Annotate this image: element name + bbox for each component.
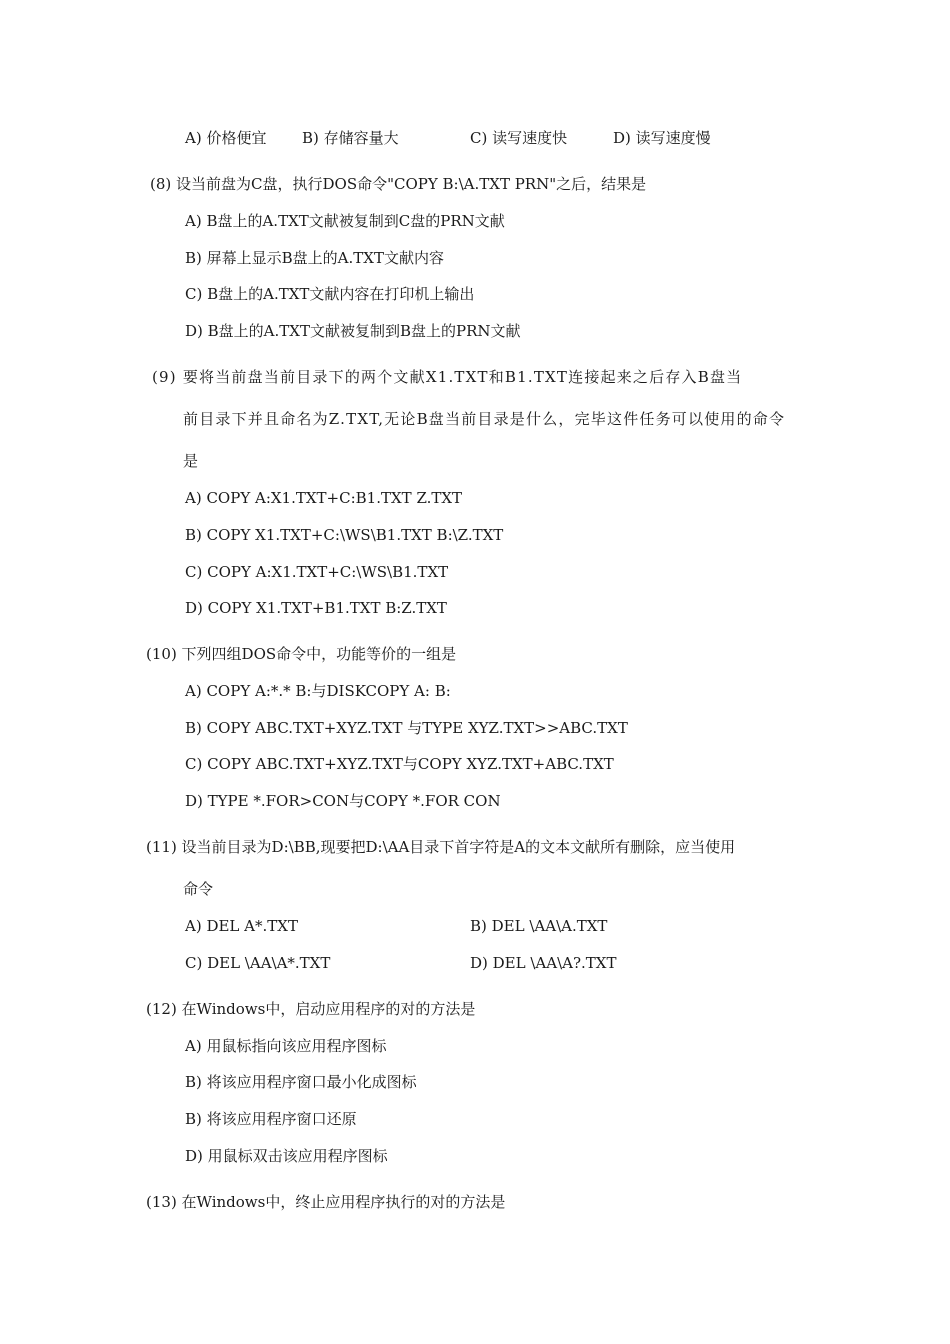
q11-stem-line-1: (11) 设当前目录为D:\BB,现要把D:\AA目录下首字符是A的文本文献所有删除，应当使用 [146, 838, 736, 856]
q11-stem-line-2: 命令 [183, 880, 214, 898]
q11-option-a: A) DEL A*.TXT [185, 917, 298, 935]
q8-option-c: C) B盘上的A.TXT文献内容在打印机上输出 [185, 285, 475, 303]
q8-stem: (8) 设当前盘为C盘，执行DOS命令"COPY B:\A.TXT PRN"之后，结果是 [150, 175, 647, 193]
q10-option-b: B) COPY ABC.TXT+XYZ.TXT 与TYPE XYZ.TXT>>ABC.TXT [185, 719, 628, 737]
q11-option-c: C) DEL \AA\A*.TXT [185, 954, 331, 972]
q9-stem-line-3: 是 [183, 452, 199, 470]
q9-option-c: C) COPY A:X1.TXT+C:\WS\B1.TXT [185, 563, 449, 581]
q9-option-b: B) COPY X1.TXT+C:\WS\B1.TXT B:\Z.TXT [185, 526, 504, 544]
q10-option-a: A) COPY A:*.* B:与DISKCOPY A: B: [185, 682, 451, 700]
q12-option-b: B) 将该应用程序窗口最小化成图标 [185, 1073, 417, 1091]
q9-stem-line-2: 前目录下并且命名为Z.TXT,无论B盘当前目录是什么，完毕这件任务可以使用的命令 [183, 410, 786, 428]
q7-option-b: B) 存储容量大 [302, 129, 399, 147]
q10-option-c: C) COPY ABC.TXT+XYZ.TXT与COPY XYZ.TXT+ABC.TXT [185, 755, 614, 773]
q7-option-d: D) 读写速度慢 [613, 129, 711, 147]
q8-option-d: D) B盘上的A.TXT文献被复制到B盘上的PRN文献 [185, 322, 521, 340]
q8-option-b: B) 屏幕上显示B盘上的A.TXT文献内容 [185, 249, 444, 267]
q12-option-c: B) 将该应用程序窗口还原 [185, 1110, 357, 1128]
q10-option-d: D) TYPE *.FOR>CON与COPY *.FOR CON [185, 792, 501, 810]
q12-option-a: A) 用鼠标指向该应用程序图标 [185, 1037, 387, 1055]
q13-stem: (13) 在Windows中，终止应用程序执行的对的方法是 [146, 1193, 506, 1211]
q10-stem: (10) 下列四组DOS命令中，功能等价的一组是 [146, 645, 457, 663]
q11-option-b: B) DEL \AA\A.TXT [470, 917, 608, 935]
q9-option-a: A) COPY A:X1.TXT+C:B1.TXT Z.TXT [185, 489, 463, 507]
q9-stem-line-1: (9) 要将当前盘当前目录下的两个文献X1.TXT和B1.TXT连接起来之后存入B盘当 [152, 368, 743, 386]
q12-option-d: D) 用鼠标双击该应用程序图标 [185, 1147, 388, 1165]
q8-option-a: A) B盘上的A.TXT文献被复制到C盘的PRN文献 [185, 212, 505, 230]
q7-option-c: C) 读写速度快 [470, 129, 568, 147]
q11-option-d: D) DEL \AA\A?.TXT [470, 954, 617, 972]
q12-stem: (12) 在Windows中，启动应用程序的对的方法是 [146, 1000, 476, 1018]
q7-option-a: A) 价格便宜 [185, 129, 267, 147]
q9-option-d: D) COPY X1.TXT+B1.TXT B:Z.TXT [185, 599, 447, 617]
